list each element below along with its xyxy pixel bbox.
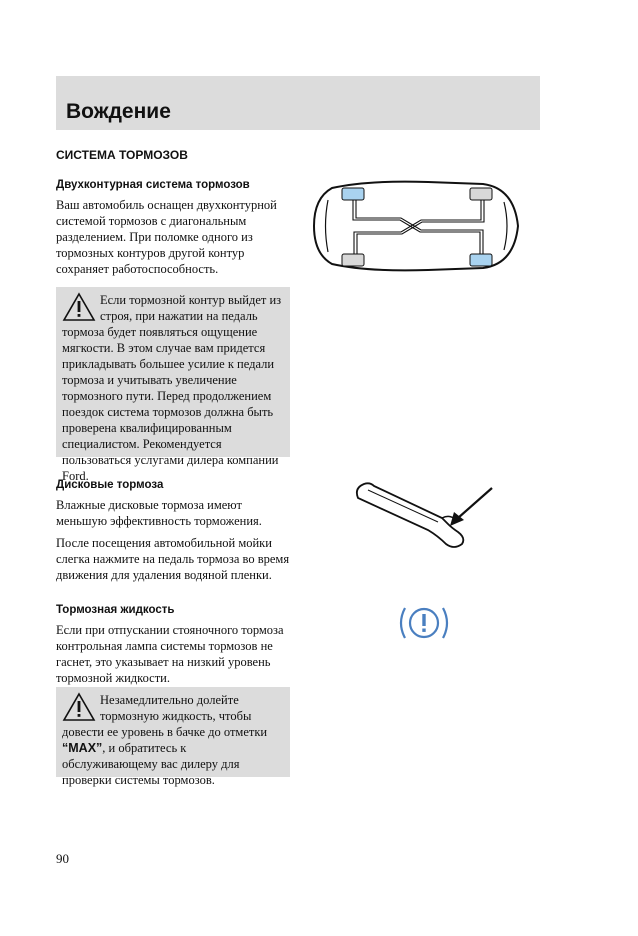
disc-brakes-text-1: Влажные дисковые тормоза имеют меньшую эффективность торможения. — [56, 498, 262, 528]
brake-fluid-text: Если при отпускании стояночного тормоза контрольная лампа системы тормозов не гаснет, это указывает на низкий уровень тормозной жидкости. — [56, 623, 284, 685]
header-band — [56, 76, 540, 130]
dual-circuit-title: Двухконтурная система тормозов — [56, 179, 250, 191]
warning-text-part-1: Незамедлительно долейте тормозную жидкость, чтобы довести ее уровень в бачке до отметки — [62, 693, 268, 739]
brake-fluid-block — [56, 604, 292, 686]
warning-triangle-icon — [62, 692, 96, 722]
disc-brakes-title: Дисковые тормоза — [56, 479, 164, 491]
section-heading-block — [56, 148, 292, 162]
car-brake-circuit-diagram — [308, 176, 526, 276]
warning-triangle-icon — [62, 292, 96, 322]
dual-circuit-text: Ваш автомобиль оснащен двухконтурной системой тормозов с диагональным разделением. При поломке одного из тормозных контуров другой контур сохраняет работоспособность. — [56, 198, 277, 276]
warning-text-dual-circuit: Если тормозной контур выйдет из строя, при нажатии на педаль тормоза будет появляться ощущение мягкости. В этом случае вам придется прикладывать большее усилие к педали тормоза и учитывать увеличение тормозного пути. Перед продолжением поездок система тормозов должна быть проверена квалифицированным специалистом. Рекомендуется пользоваться услугами дилера компании Ford. — [62, 293, 282, 483]
page-number: 90 — [56, 851, 69, 866]
warning-box-brake-fluid — [56, 687, 290, 787]
section-title: СИСТЕМА ТОРМОЗОВ — [56, 148, 188, 162]
disc-brakes-text-2: После посещения автомобильной мойки слегка нажмите на педаль тормоза во время движения для удаления водяной пленки. — [56, 536, 290, 582]
page-title: Вождение — [66, 100, 171, 123]
warning-box-dual-circuit — [56, 287, 290, 483]
brake-fluid-title: Тормозная жидкость — [56, 604, 175, 616]
brake-pedal-illustration — [350, 478, 500, 552]
warning-text-part-2: , и обратитесь к обслуживающему вас дилеру для проверки системы тормозов. — [62, 741, 240, 787]
max-mark: “MAX” — [62, 741, 103, 755]
dual-circuit-block — [56, 179, 292, 277]
disc-brakes-block — [56, 479, 292, 583]
brake-warning-lamp-icon — [394, 602, 454, 644]
